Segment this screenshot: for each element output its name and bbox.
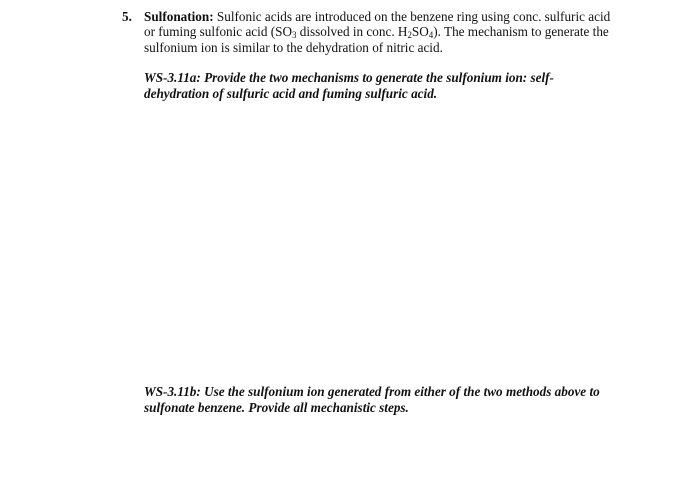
question-ws-3-11b	[144, 384, 624, 416]
line-2-text-b: dissolved in conc. H	[296, 24, 408, 40]
item-paragraph	[144, 9, 622, 55]
numbered-item-sulfonation	[122, 9, 622, 55]
question-b-line-1: WS-3.11b: Use the sulfonium ion generated from either of the two methods above to	[144, 384, 600, 399]
subscript-4: 4	[428, 30, 434, 41]
question-a-line-1: WS-3.11a: Provide the two mechanisms to generate the sulfonium ion: self-	[144, 70, 554, 85]
question-ws-3-11a	[144, 70, 624, 102]
question-a-line-2: dehydration of sulfuric acid and fuming sulfuric acid.	[144, 86, 438, 101]
item-number: 5.	[122, 9, 132, 24]
line-2-text-a: or fuming sulfonic acid (SO	[144, 24, 292, 40]
paragraph-line-2	[144, 24, 622, 39]
paragraph-line-3: sulfonium ion is similar to the dehydration of nitric acid.	[144, 39, 443, 55]
line-2-text-d: ). The mechanism to generate the	[433, 24, 609, 40]
paragraph-line-1-text: Sulfonic acids are introduced on the benzene ring using conc. sulfuric acid	[213, 9, 611, 24]
item-heading: Sulfonation:	[144, 9, 214, 24]
subscript-2: 2	[407, 30, 412, 41]
paragraph-line-1	[144, 9, 622, 24]
question-b-line-2: sulfonate benzene. Provide all mechanistic steps.	[144, 400, 409, 415]
subscript-3: 3	[291, 30, 297, 41]
line-2-text-c: SO	[411, 24, 429, 40]
